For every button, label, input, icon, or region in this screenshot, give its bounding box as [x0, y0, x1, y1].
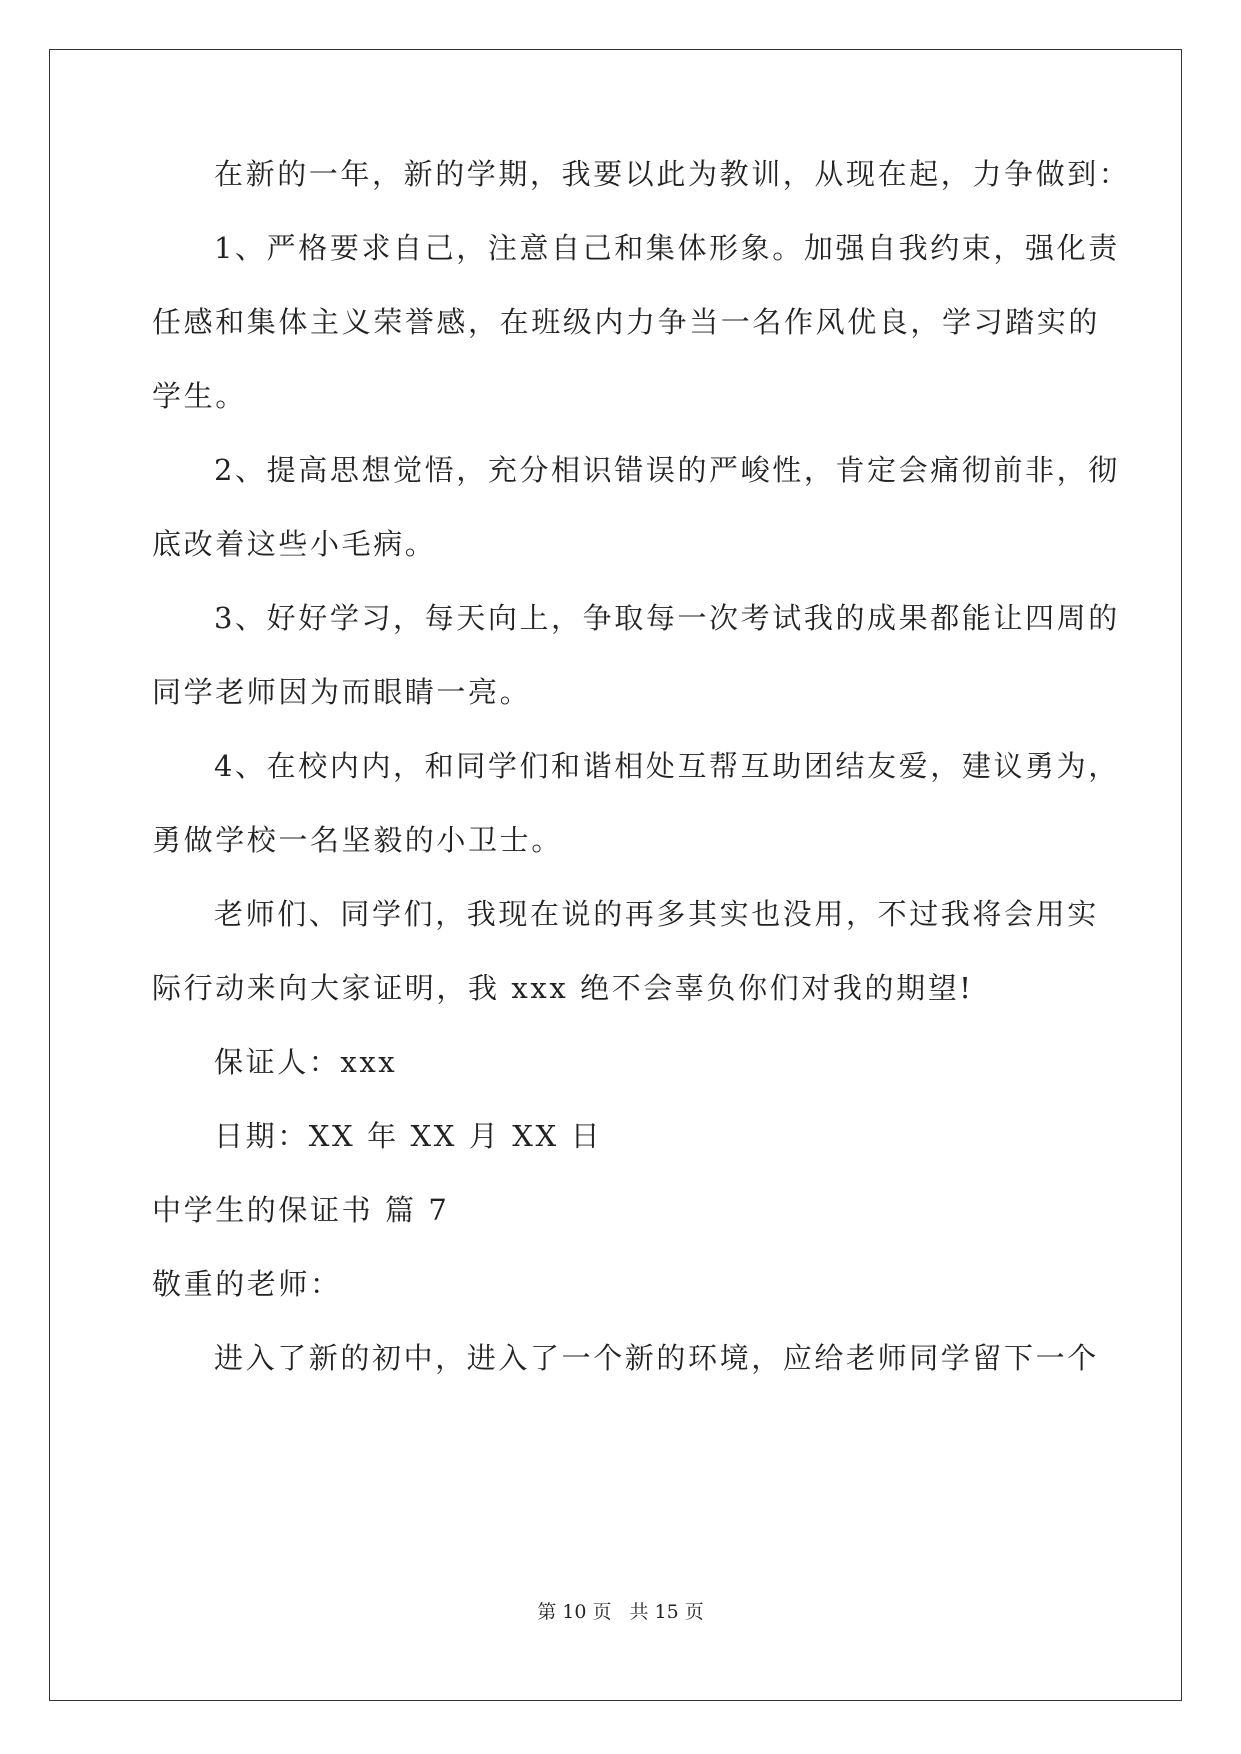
paragraph-line: 1、严格要求自己，注意自己和集体形象。加强自我约束，强化责	[214, 231, 1120, 265]
paragraph-line: 在新的一年，新的学期，我要以此为教训，从现在起，力争做到：	[214, 157, 1131, 191]
page-number: 第 10 页	[537, 1601, 612, 1623]
paragraph-line: 任感和集体主义荣誉感，在班级内力争当一名作风优良，学习踏实的	[152, 305, 1101, 339]
page-footer	[0, 1600, 1241, 1624]
paragraph-line: 同学老师因为而眼睛一亮。	[152, 675, 532, 709]
paragraph-line: 际行动来向大家证明，我 xxx 绝不会辜负你们对我的期望!	[152, 971, 974, 1005]
paragraph-line: 勇做学校一名坚毅的小卫士。	[152, 823, 563, 857]
paragraph-line: 学生。	[152, 379, 247, 413]
section-heading: 中学生的保证书 篇 7	[152, 1193, 450, 1227]
paragraph-line: 2、提高思想觉悟，充分相识错误的严峻性，肯定会痛彻前非，彻	[214, 453, 1120, 487]
signature-line: 保证人：xxx	[214, 1045, 398, 1079]
paragraph-line: 底改着这些小毛病。	[152, 527, 437, 561]
page-total: 共 15 页	[629, 1601, 704, 1623]
paragraph-line: 3、好好学习，每天向上，争取每一次考试我的成果都能让四周的	[214, 601, 1120, 635]
paragraph-line: 进入了新的初中，进入了一个新的环境，应给老师同学留下一个	[214, 1341, 1099, 1375]
date-line: 日期：XX 年 XX 月 XX 日	[214, 1119, 603, 1153]
page-border	[49, 49, 1182, 1701]
paragraph-line: 4、在校内内，和同学们和谐相处互帮互助团结友爱，建议勇为，	[214, 749, 1120, 783]
paragraph-line: 老师们、同学们，我现在说的再多其实也没用，不过我将会用实	[214, 897, 1099, 931]
salutation-line: 敬重的老师：	[152, 1267, 342, 1301]
